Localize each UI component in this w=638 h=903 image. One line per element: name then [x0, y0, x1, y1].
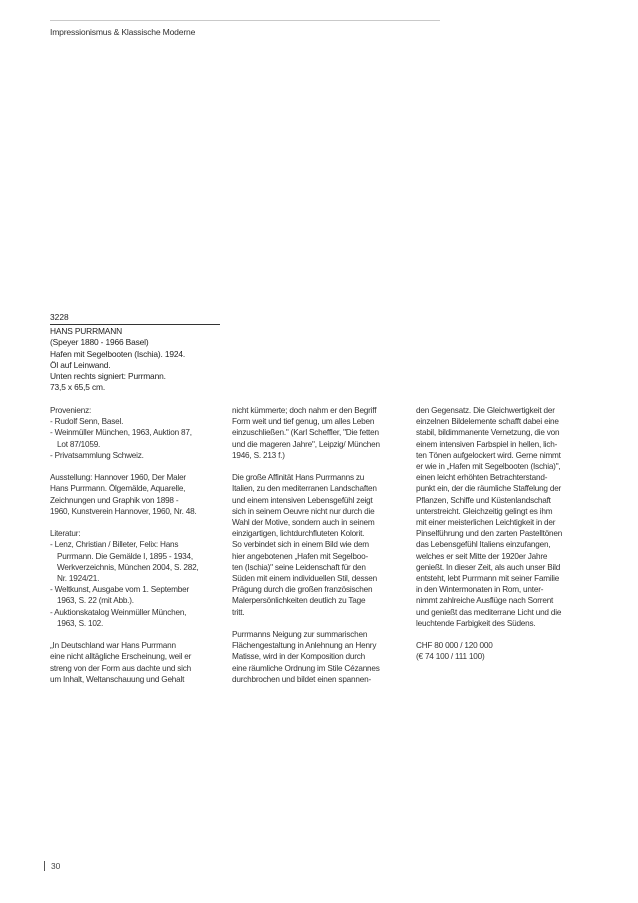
text-line: So verbindet sich in einem Bild wie dem	[232, 540, 369, 550]
text-line: 1960, Kunstverein Hannover, 1960, Nr. 48.	[50, 506, 197, 516]
text-line: Nr. 1924/21.	[57, 574, 100, 584]
text-line: 1963, S. 22 (mit Abb.).	[57, 596, 134, 606]
text-line: - Weinmüller München, 1963, Auktion 87,	[50, 428, 192, 438]
text-line: Form weit und tief genug, um alles Leben	[232, 417, 375, 427]
text-line: und einem intensiven Lebensgefühl zeigt	[232, 495, 373, 505]
paragraph-gap	[416, 629, 581, 640]
text-line: genießt. In dieser Zeit, als auch unser Bild	[416, 562, 561, 572]
text-line: streng von der Form aus dachte und sich	[50, 663, 192, 673]
text-line: - Weltkunst, Ausgabe vom 1. September	[50, 585, 189, 595]
artwork-dimensions: 73,5 x 65,5 cm.	[50, 382, 106, 393]
text-line: ten Tönen aufgelockert wird. Gerne nimmt	[416, 450, 561, 460]
text-line: Italien, zu den mediterranen Landschaften	[232, 484, 377, 494]
text-line: - Rudolf Senn, Basel.	[50, 417, 124, 427]
header-rule	[50, 20, 440, 21]
text-line: Provenienz:	[50, 406, 92, 415]
text-line: unterstreicht. Gleichzeitig gelingt es ihm	[416, 506, 553, 516]
paragraph-gap	[50, 461, 215, 472]
text-line: Matisse, wird in der Komposition durch	[232, 652, 366, 662]
text-line: Pinselführung und den zarten Pastelltönen	[416, 529, 563, 539]
artist-name: HANS PURRMANN	[50, 326, 123, 337]
lot-number: 3228	[50, 312, 69, 322]
text-line: - Lenz, Christian / Billeter, Felix: Hans	[50, 540, 179, 550]
text-column-3	[416, 405, 581, 663]
text-line: einem intensiven Farbspiel in hellen, lich-	[416, 439, 558, 449]
text-line: - Auktionskatalog Weinmüller München,	[50, 607, 187, 617]
text-line: stabil, bildimmanente Vernetzung, die von	[416, 428, 560, 438]
text-line: sich in seinem Oeuvre nicht nur durch die	[232, 506, 375, 516]
text-line: einzuschließen." (Karl Scheffler, "Die fetten	[232, 428, 379, 438]
text-line: und die mageren Jahre", Leipzig/ München	[232, 439, 380, 449]
paragraph-gap	[232, 618, 397, 629]
text-line: entsteht, lebt Purrmann mit seiner Familie	[416, 574, 560, 584]
text-line: Purrmanns Neigung zur summarischen	[232, 630, 368, 640]
paragraph-gap	[50, 629, 215, 640]
text-line: den Gegensatz. Die Gleichwertigkeit der	[416, 406, 555, 415]
text-line: Flächengestaltung in Anlehnung an Henry	[232, 641, 377, 651]
page-number-bar	[44, 861, 45, 871]
text-line: nimmt zahlreiche Ausflüge nach Sorrent	[416, 596, 554, 606]
section-title: Impressionismus & Klassische Moderne	[50, 27, 196, 37]
text-line: mit einer meisterlichen Leichtigkeit in der	[416, 518, 556, 528]
paragraph-gap	[232, 461, 397, 472]
text-line: 1963, S. 102.	[57, 618, 104, 628]
text-line: in den Wintermonaten in Rom, unter-	[416, 585, 544, 595]
text-line: welches er seit Mitte der 1920er Jahre	[416, 551, 548, 561]
text-line: Die große Affinität Hans Purrmanns zu	[232, 473, 365, 483]
text-line: Prägung durch die großen französischen	[232, 585, 373, 595]
lot-heading	[50, 312, 240, 393]
text-line: Purrmann. Die Gemälde I, 1895 - 1934,	[57, 551, 193, 561]
text-line: das Lebensgefühl Italiens einzufangen,	[416, 540, 551, 550]
text-line: (€ 74 100 / 111 100)	[416, 652, 485, 662]
lot-rule	[50, 324, 220, 325]
text-line: Lot 87/1059.	[57, 439, 101, 449]
text-line: leuchtende Farbigkeit des Südens.	[416, 618, 536, 628]
text-column-2	[232, 405, 397, 685]
text-line: punkt ein, der die räumliche Staffelung der	[416, 484, 562, 494]
text-line: Süden mit einem individuellen Stil, dessen	[232, 574, 377, 584]
text-line: eine nicht alltägliche Erscheinung, weil er	[50, 652, 192, 662]
text-line: hier angebotenen „Hafen mit Segelboo-	[232, 551, 368, 561]
text-line: durchbrochen und bildet einen spannen-	[232, 674, 371, 684]
text-line: Wahl der Motive, sondern auch in seinem	[232, 518, 375, 528]
text-line: einzigartigen, lichtdurchfluteten Kolorit.	[232, 529, 365, 539]
text-line: um Inhalt, Weltanschauung und Gehalt	[50, 674, 185, 684]
text-line: CHF 80 000 / 120 000	[416, 641, 493, 651]
text-line: 1946, S. 213 f.)	[232, 450, 285, 460]
text-line: eine räumliche Ordnung im Stile Cézannes	[232, 663, 380, 673]
text-line: Malerpersönlichkeiten deutlich zu Tage	[232, 596, 366, 606]
text-line: Werkverzeichnis, München 2004, S. 282,	[57, 562, 199, 572]
artwork-title: Hafen mit Segelbooten (Ischia). 1924.	[50, 348, 186, 359]
text-line: nicht kümmerte; doch nahm er den Begriff	[232, 406, 377, 415]
text-line: er wie in „Hafen mit Segelbooten (Ischia)",	[416, 462, 561, 472]
text-line: einzelnen Bildelemente schafft dabei eine	[416, 417, 559, 427]
artist-dates: (Speyer 1880 - 1966 Basel)	[50, 337, 149, 348]
text-line: ten (Ischia)" seine Leidenschaft für den	[232, 562, 366, 572]
text-line: tritt.	[232, 607, 245, 617]
artwork-signature: Unten rechts signiert: Purrmann.	[50, 371, 166, 382]
text-line: Pflanzen, Schiffe und Küstenlandschaft	[416, 495, 551, 505]
page-footer	[44, 860, 60, 872]
text-line: Ausstellung: Hannover 1960, Der Maler	[50, 473, 186, 483]
text-line: - Privatsammlung Schweiz.	[50, 450, 144, 460]
text-line: „In Deutschland war Hans Purrmann	[50, 641, 176, 651]
paragraph-gap	[50, 517, 215, 528]
artwork-medium: Öl auf Leinwand.	[50, 359, 111, 370]
text-line: einen leicht erhöhten Betrachterstand-	[416, 473, 548, 483]
text-line: Hans Purrmann. Ölgemälde, Aquarelle,	[50, 484, 186, 494]
text-line: Zeichnungen und Graphik von 1898 -	[50, 495, 179, 505]
text-line: und genießt das mediterrane Licht und die	[416, 607, 562, 617]
text-line: Literatur:	[50, 529, 81, 539]
text-column-1	[50, 405, 215, 685]
page-number: 30	[51, 861, 61, 871]
